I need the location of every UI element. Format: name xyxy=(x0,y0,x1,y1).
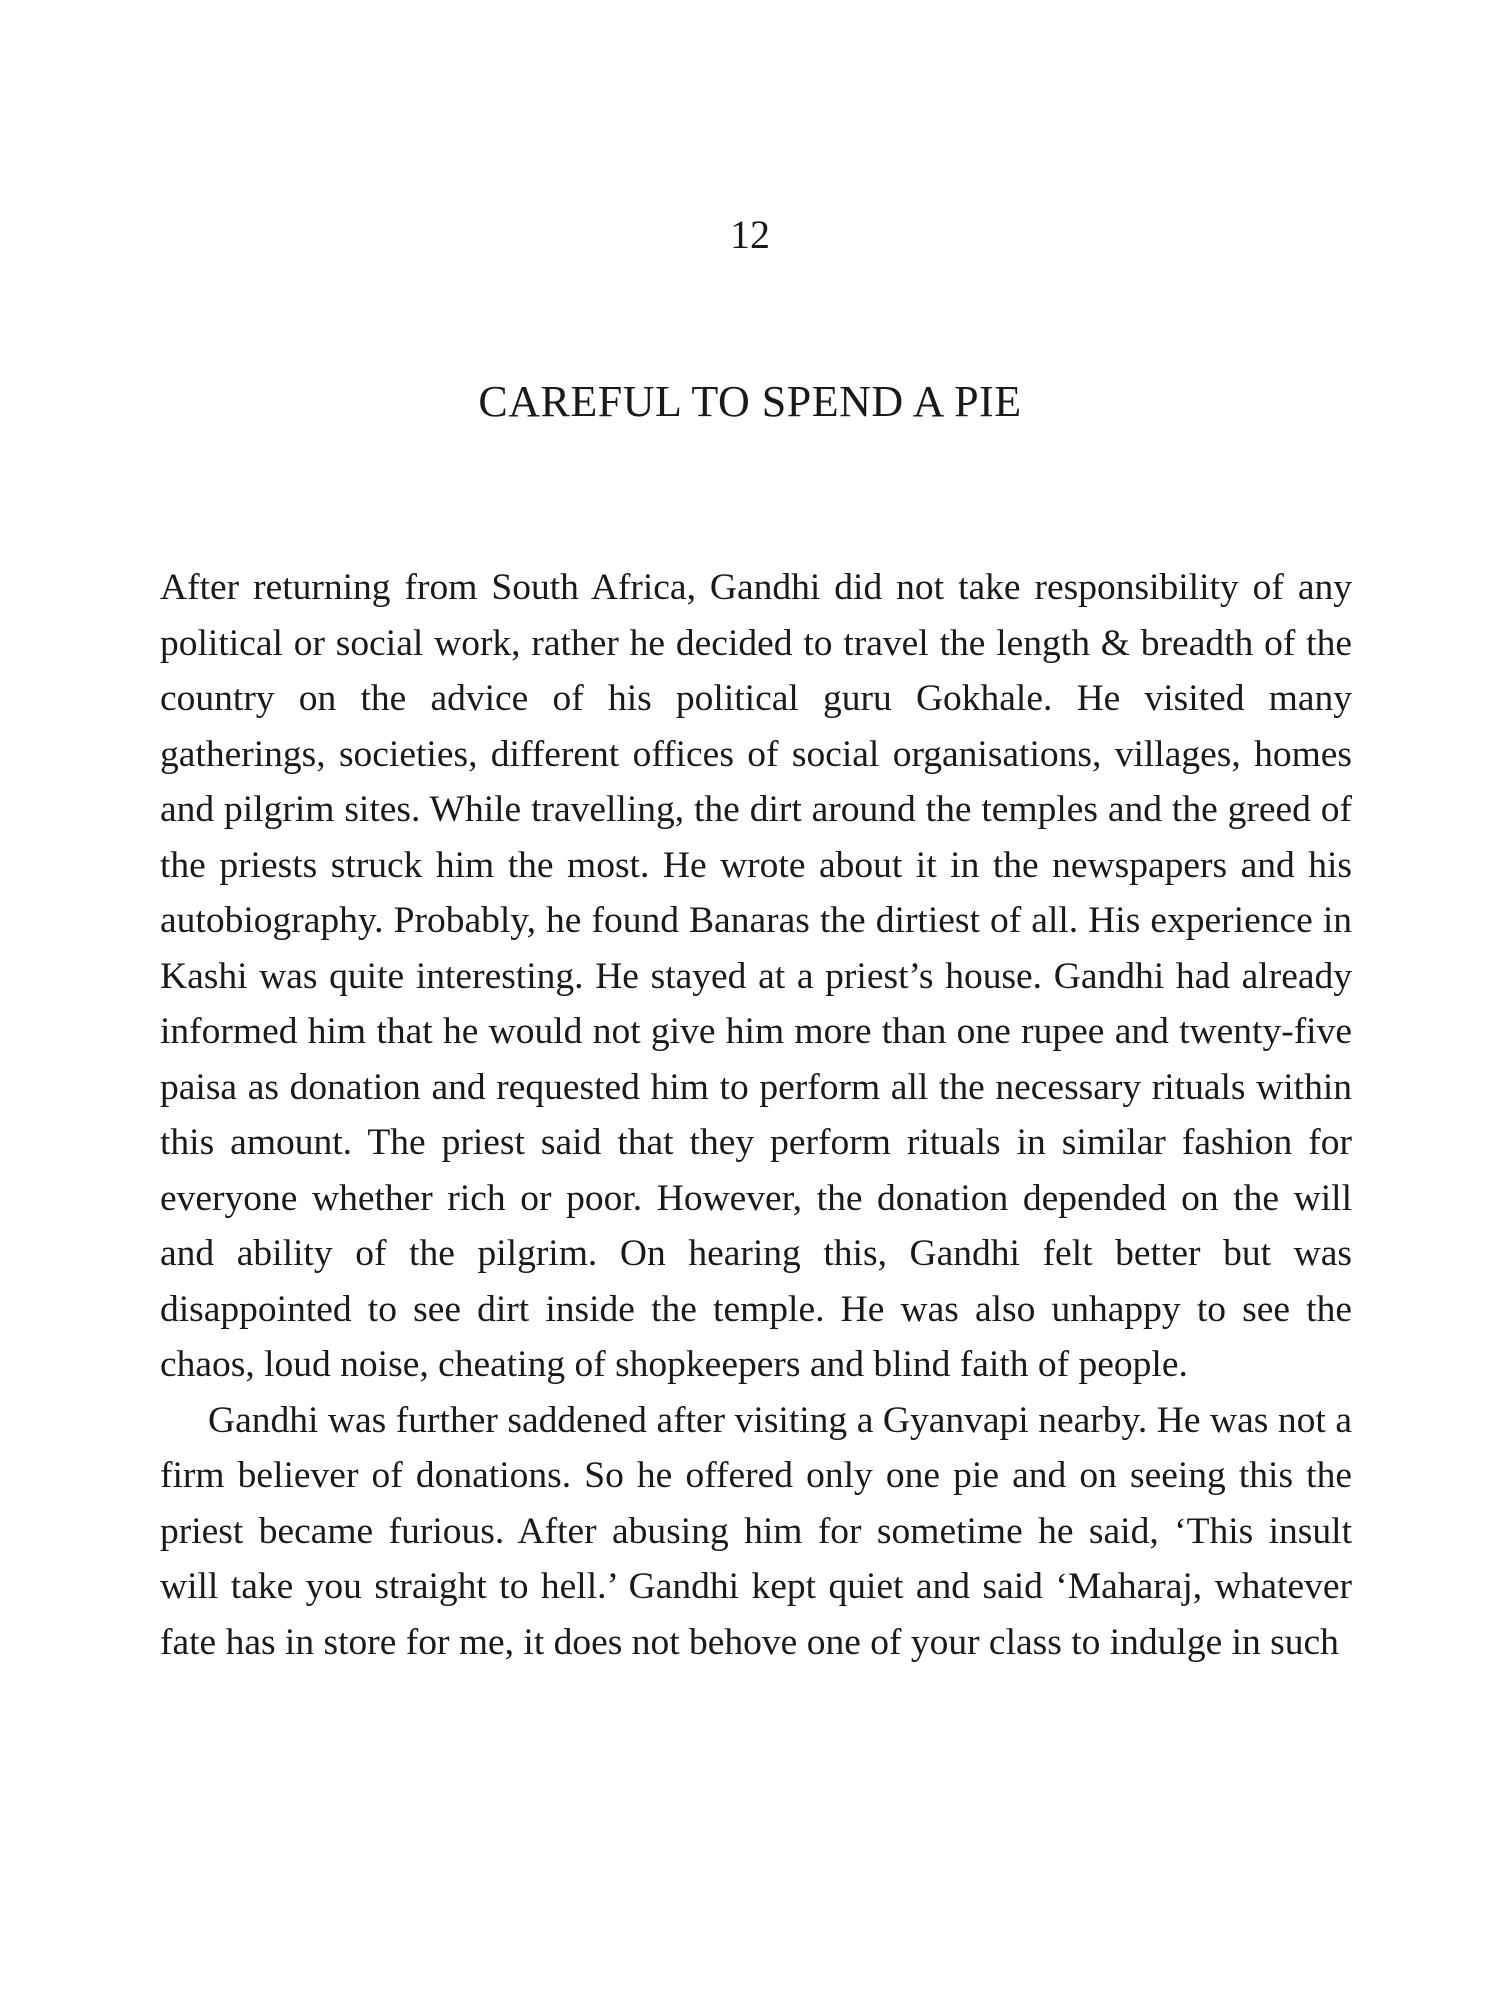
chapter-body xyxy=(160,560,1352,1670)
chapter-title: CAREFUL TO SPEND A PIE xyxy=(478,377,1022,426)
paragraph-2: Gandhi was further saddened after visiting a Gyanvapi nearby. He was not a firm believer of donations. So he offered only one pie and on seeing this the priest became furious. After abusing him for sometime he said, ‘This insult will take you straight to hell.’ Gandhi kept quiet and said ‘Maharaj, whatever fate has in store for me, it does not behove one of your class to indulge in such xyxy=(160,1399,1352,1663)
chapter-number: 12 xyxy=(730,212,770,257)
paragraph-1: After returning from South Africa, Gandhi did not take responsibility of any political or social work, rather he decided to travel the length & breadth of the country on the advice of his political guru Gokhale. He visited many gatherings, societies, different offices of social organisations, villages, homes and pilgrim sites. While travelling, the dirt around the temples and the greed of the priests struck him the most. He wrote about it in the newspapers and his autobiography. Probably, he found Banaras the dirtiest of all. His experience in Kashi was quite interesting. He stayed at a priest’s house. Gandhi had already informed him that he would not give him more than one rupee and twenty-five paisa as donation and requested him to perform all the necessary rituals within this amount. The priest said that they perform rituals in similar fashion for everyone whether rich or poor. However, the donation depended on the will and ability of the pilgrim. On hearing this, Gandhi felt better but was disappointed to see dirt inside the temple. He was also unhappy to see the chaos, loud noise, cheating of shopkeepers and blind faith of people. xyxy=(160,567,1352,1385)
